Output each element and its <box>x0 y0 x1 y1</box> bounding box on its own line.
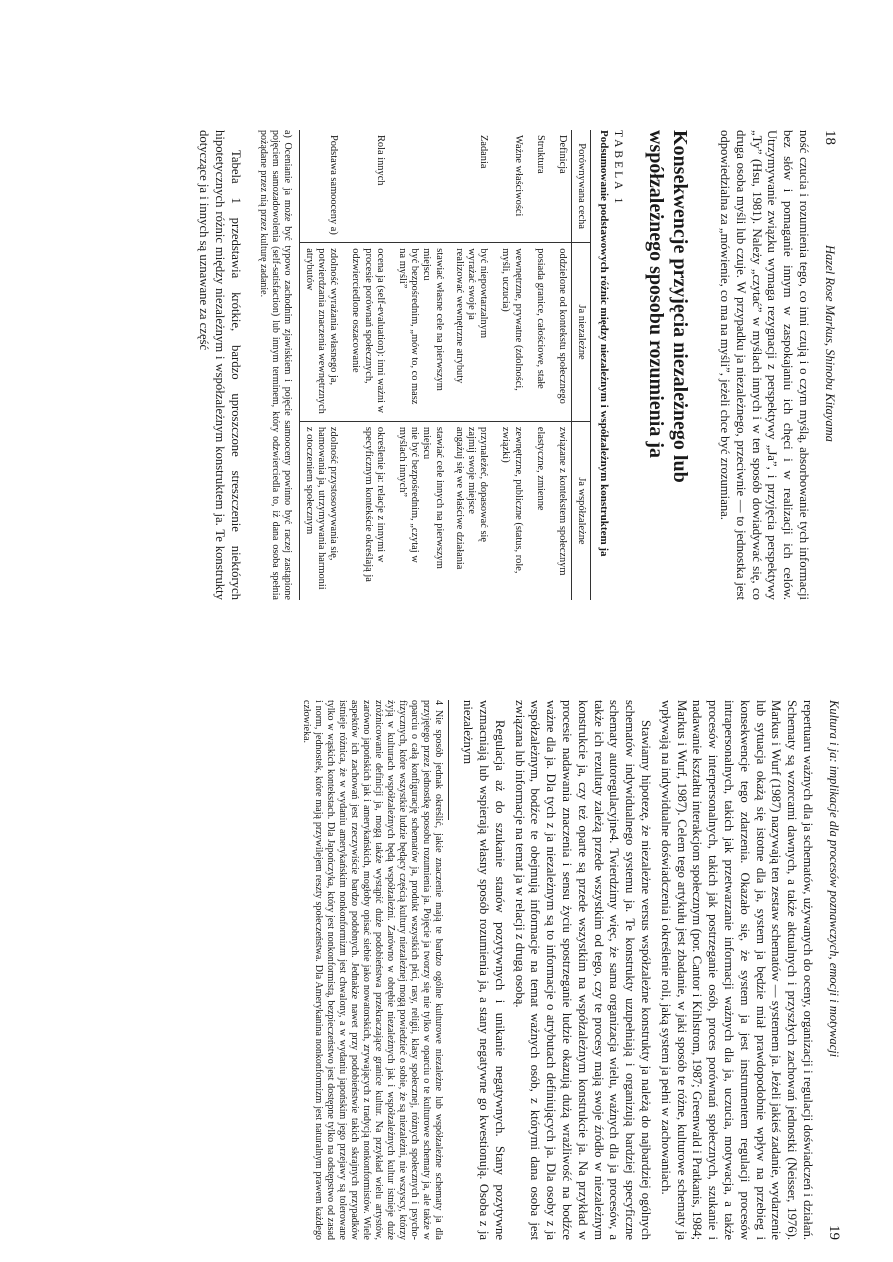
table-cell-line: Podstawa samooceny a) <box>328 135 340 235</box>
table-cell-line: przynależeć, dopasować się <box>478 426 490 542</box>
table-cell-line: wyrażać swoje ja <box>466 248 477 320</box>
table-cell <box>531 421 553 600</box>
table-cell-line: stawiać cele innych na pierwszym miejscu <box>421 426 445 569</box>
table-row <box>553 130 572 600</box>
table-cell-line <box>445 248 453 416</box>
intro-paragraph: ność czucia i rozumienia tego, co inni czują i o czym myślą, absorbowanie tych informacji bez słów i pomaganie innym w zaspokajaniu ich chęci i w realizacji ich celów. Utrzymywanie związku wymaga rezygnacji z perspektywy „Ja”, i przyjęcia perspektywy „Ty” (Hsu, 1981). Należy „czytać” w myślach innych i w ten sposób dowiadywać się, co druga osoba myśli lub czuje. W przypadku ja niezależnego, przeciwnie — to jednostka jest odpowiedzialna za „mówienie, co ma na myśli”, jeżeli chce być zrozumiana. <box>718 130 811 600</box>
table-header-cell: Porównywana cecha <box>572 130 591 243</box>
body-paragraph: Regulacja aż do szukanie stanów pozytywnych i unikanie negatywnych. Stany pozytywne wzmacniają lub wspierają własny sposób rozumienia ja, a stany negatywne go kwestionują. Osoba z ja niezależnym <box>461 700 507 1240</box>
table-cell <box>346 130 393 243</box>
table-cell-line: Ważne właściwości <box>512 135 524 217</box>
table-cell <box>299 130 346 243</box>
table-label: TABELA 1 <box>612 130 625 207</box>
left-page-number: 18 <box>822 130 838 145</box>
table-cell <box>393 421 496 600</box>
table-cell <box>496 130 530 243</box>
table-cell-line: zdolność wyrażania własnego ja, potwierdzania znaczenia wewnętrznych atrybutów <box>303 248 340 414</box>
table-cell-line <box>445 427 453 595</box>
table-cell-line: Zadania <box>478 135 490 169</box>
left-running-title: Hazel Rose Markus, Shinobu Kitayama <box>823 245 837 442</box>
table-cell <box>553 130 572 243</box>
table-header-row <box>572 130 591 600</box>
table-row <box>531 130 553 600</box>
closing-paragraph: Tabela 1 przedstawia krótkie, bardzo uproszczone streszczenie niektórych hipotetycznych różnic między niezależnym i współzależnym konstruktem ja. Te konstrukty dotyczące ja i innych są uznawane za część <box>196 130 243 600</box>
table-cell <box>531 243 553 422</box>
table-cell-line: zajmij swoje miejsce <box>466 426 477 515</box>
table-cell <box>299 421 346 600</box>
table-cell <box>496 243 530 422</box>
table-row <box>346 130 393 600</box>
table-cell-line: angażuj się we właściwe działania <box>453 426 465 570</box>
table-header-cell: Ja współzależne <box>572 421 591 600</box>
table-cell-line: elastyczne, zmienne <box>534 426 546 511</box>
left-running-head <box>821 130 838 600</box>
table-cell-line: zewnętrzne, publiczne (status, role, związki) <box>500 426 524 574</box>
table-cell-line: stawiać własne cele na pierwszym miejscu <box>421 248 445 391</box>
table-row <box>299 130 346 600</box>
table-cell-line: Struktura <box>534 135 546 174</box>
table-cell-line: wewnętrzne, prywatne (zdolności, myśli, uczucia) <box>500 248 524 391</box>
table-cell-line: zdolność przystosowywania się, hamowania ja, utrzymywania harmonii z otoczeniem społecznym <box>303 426 340 590</box>
right-page <box>300 700 842 1240</box>
table-cell <box>393 243 496 422</box>
table-cell-line: nie być bezpośrednim, „czytaj w myślach innych” <box>396 426 421 563</box>
table-cell-line: ocena ja (self-evaluation): inni ważni w procesie porównań społecznych, odzwierciedlone oszacowanie <box>350 248 386 414</box>
table-cell-line: Definicja <box>557 135 569 174</box>
right-running-title: Kultura i ja: implikacje dla procesów poznawczych, emocji i motywacji <box>827 700 841 1058</box>
table-cell-line: być niepowtarzalnym <box>478 248 490 339</box>
table-cell-line: określenie ja: relacje z innymi w specyficznym kontekście określają ja <box>362 426 386 582</box>
footnote-rule <box>448 700 449 820</box>
table-cell-line: Rola innych <box>374 135 386 186</box>
right-page-number: 19 <box>826 1225 842 1240</box>
table-row <box>496 130 530 600</box>
table-cell-line: być bezpośrednim, „mów to, co masz na myśli” <box>396 248 421 405</box>
table-cell <box>299 243 346 422</box>
table-cell <box>553 421 572 600</box>
table-body <box>299 130 571 600</box>
table-cell-line: realizować wewnętrzne atrybuty <box>453 248 465 384</box>
left-page <box>191 130 838 600</box>
table-cell <box>393 130 496 243</box>
table-caption: Podsumowanie podstawowych różnic między niezależnym i współzależnym konstruktem ja <box>598 130 611 557</box>
table-note: a) Ocenianie ja może być typowo zachodnim zjawiskiem i pojęcie samooceny powinno być raczej zastąpione pojęciem samozadowolenia (self-satisfaction) lub innym terminem, który odzwierciedla to, iż dana osoba spełnia pożądane przez nią przez kulturę zadanie. <box>257 130 293 600</box>
right-running-head <box>825 700 842 1240</box>
table-cell-line: oddzielone od kontekstu społecznego <box>557 248 569 404</box>
body-paragraph: repertuaru ważnych dla ja schematów, używanych do oceny, organizacji i regulacji doświadczeń i działań. Schematy są wzorcami dawnych, a także aktualnych i przyszłych zachowań jednostki (Neisser, 1976). Markus i Wurf (1987) nazywają ten zestaw schematów — systemem ja. Jeżeli jakieś zadanie, wydarzenie lub sytuacja okażą się istotne dla ja, system ja będzie miał prawdopodobnie wpływ na przebieg i konsekwencje tego zdarzenia. Okazało się, że system ja jest instrumentem regulacji procesów intrapersonalnych, takich jak przetwarzanie informacji ważnych dla ja, uczucia, motywacja, a także procesów interpersonalnych, takich jak postrzeganie osób, proces porównań społecznych, szukanie i nadawanie kształtu interakcjom społecznym (por. Cantor i Kihlstrom, 1987; Greenwald i Pratkanis, 1984; Markus i Wurf, 1987). Celem tego artykułu jest zbadanie, w jaki sposób te różne, kulturowe schematy ja wpływają na indywidualne doświadczenia i określenie roli, jaką system ja pełni w zachowaniach. <box>658 700 815 1240</box>
footnote: 4 Nie sposób jednak określić, jakie znaczenie mają te bardzo ogólne kulturowe niezależne lub współzależne schematy ja dla przyjętego przez jednostkę sposobu rozumienia ja. Pojęcie ja tworzy się nie tylko w oparciu o te kulturowe schematy ja, ale także w oparciu o całą konfigurację schematów ja, produkt wszystkich płci, rasy, religii, klasy społecznej, różnych społecznych i psycho-fizycznych, które wszystkie ludzie będący częścią kultury niezależnej mogą powiedzieć o sobie, że są niezależni, nie wszyscy, którzy żyją w kulturach współzależnych będą współzależni. Zarówno w obrębie niezależnych jak i współzależnych kultur istnieje duże zróżnicowanie definicji ja, mogą także wystąpić duże podobieństwa przekraczające granice kultur. Na przykład wielu artystów, zarówno japońskich jak i amerykańskich, mogłoby opisać siebie jako nowatorskich, zrywających z tradycją nonkonformistów. Wiele aspektów ich zachowań jest rzeczywiście bardzo podobnych. Jednakże nawet przy podobieństwie takich skrajnych przypadków istnieje różnica, że w wydaniu amerykańskim nonkonformizm jest chwalony, a w wydaniu japońskim jego przejawy są tolerowane tylko w wąskich kontekstach. Dla Japończyka, który jest nonkonformistą, bezpieczeństwo jest dostępne tylko na odstępstwo od zasad i norm, jednostek, które mają przywilejem reszty społeczeństwa. Dla Amerykanina nonkonformizm jest naturalnym prawem każdego człowieka. <box>301 700 445 1240</box>
table-header-cell: Ja niezależne <box>572 243 591 422</box>
table-cell <box>531 130 553 243</box>
body-paragraph: Stawiamy hipotezę, że niezależne versus współzależne konstrukty ja należą do najbardziej ogólnych schematów indywidualnego systemu ja. Te konstrukty uzupełniają i organizują bardziej specyficzne schematy autoregulacyjne4. Twierdzimy więc, że sama organizacja wielu, ważnych dla ja procesów, a także ich rezultaty zależą przede wszystkim od tego, czy te procesy mają swoje źródło w niezależnym konstrukcie ja, czy też oparte są przede wszystkim na współzależnym konstrukcie ja. Na przykład w procesie nadawania znaczenia i sensu życiu spostrzeganie ludzie okazują dużą wrażliwość na bodźce ważne dla ja. Dla tych z ja niezależnym są to informacje o atrybutach definiujących ja. Dla osoby z ja współzależnym, bodźce te obejmują informacje na temat ważnych osób, z którymi dana osoba jest związana lub informacje na temat ja w relacji z drugą osobą. <box>512 700 654 1240</box>
table-row <box>393 130 496 600</box>
table-cell-line: posiada granice, całościowe, stałe <box>534 248 546 389</box>
table-cell-line: związane z kontekstem społecznym <box>557 426 569 576</box>
table-cell <box>346 243 393 422</box>
table-cell <box>553 243 572 422</box>
section-heading: Konsekwencje przyjęcia niezależnego lub współzależnego sposobu rozumienia ja <box>645 130 692 483</box>
comparison-table <box>299 130 592 600</box>
table-cell <box>346 421 393 600</box>
table-cell <box>496 421 530 600</box>
